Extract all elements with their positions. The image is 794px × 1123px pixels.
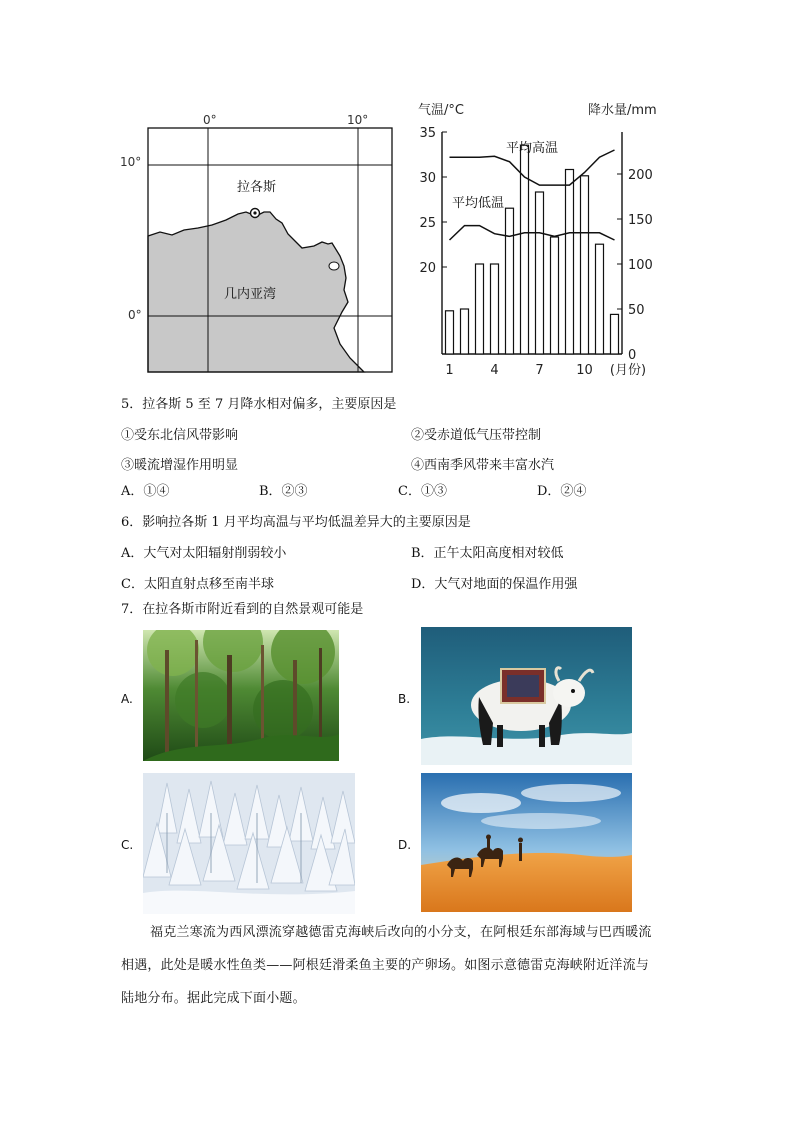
lon-label-0: 0° — [203, 113, 217, 127]
q7-label-c[interactable]: C. — [121, 838, 134, 852]
q6-choice-a[interactable]: A．大气对太阳辐射削弱较小 — [121, 546, 287, 561]
right-axis-title: 降水量/mm — [588, 103, 657, 118]
q6-choice-b[interactable]: B．正午太阳高度相对较低 — [411, 546, 564, 561]
q7-stem: 7．在拉各斯市附近看到的自然景观可能是 — [121, 602, 364, 617]
high-temp-label: 平均高温 — [506, 141, 559, 156]
climate-chart — [410, 92, 680, 387]
q5-item-1: ①受东北信风带影响 — [121, 428, 239, 443]
low-temp-line — [450, 226, 615, 240]
precipitation-bar — [491, 264, 499, 354]
precipitation-bar — [446, 311, 454, 354]
q5-item-2: ②受赤道低气压带控制 — [411, 428, 542, 443]
q5-choice-a[interactable]: A．①④ — [121, 484, 170, 499]
right-tick-label: 0 — [628, 348, 637, 363]
q5-choice-d[interactable]: D．②④ — [537, 484, 587, 499]
lagos-map — [120, 108, 410, 378]
right-tick-label: 100 — [628, 258, 653, 273]
precipitation-bar — [476, 264, 484, 354]
q7-label-a[interactable]: A. — [121, 692, 133, 706]
left-tick-label: 30 — [419, 171, 436, 186]
q7-label-b[interactable]: B. — [398, 692, 411, 706]
lat-label-10: 10° — [120, 155, 142, 169]
precipitation-bar — [536, 192, 544, 354]
city-label: 拉各斯 — [237, 180, 277, 195]
q7-label-d[interactable]: D. — [398, 838, 412, 852]
passage-line-3: 陆地分布。据此完成下面小题。 — [121, 991, 306, 1006]
photo-rainforest[interactable] — [143, 630, 339, 761]
precipitation-bar — [506, 208, 514, 354]
left-tick-label: 25 — [419, 216, 436, 231]
q5-item-3: ③暖流增湿作用明显 — [121, 458, 239, 473]
left-tick-label: 20 — [419, 261, 436, 276]
q6-choice-c[interactable]: C．太阳直射点移至南半球 — [121, 577, 274, 592]
right-tick-label: 50 — [628, 303, 645, 318]
precipitation-bar — [596, 244, 604, 354]
x-unit-label: (月份) — [609, 363, 647, 378]
right-tick-label: 200 — [628, 168, 653, 183]
passage-line-1: 福克兰寒流为西风漂流穿越德雷克海峡后改向的小分支，在阿根廷东部海域与巴西暖流 — [150, 925, 652, 940]
gulf-label: 几内亚湾 — [224, 287, 277, 302]
q6-choice-d[interactable]: D．大气对地面的保温作用强 — [411, 577, 578, 592]
x-tick-label: 7 — [535, 363, 544, 378]
precipitation-bar — [581, 176, 589, 354]
precipitation-bar — [551, 237, 559, 354]
q5-choice-b[interactable]: B．②③ — [259, 484, 308, 499]
q6-stem: 6．影响拉各斯 1 月平均高温与平均低温差异大的主要原因是 — [121, 515, 471, 530]
q5-stem: 5．拉各斯 5 至 7 月降水相对偏多，主要原因是 — [121, 397, 397, 412]
lat-label-0: 0° — [128, 308, 142, 322]
q5-item-4: ④西南季风带来丰富水汽 — [411, 458, 555, 473]
lon-label-10: 10° — [347, 113, 369, 127]
left-tick-label: 35 — [419, 126, 436, 141]
q5-choice-c[interactable]: C．①③ — [398, 484, 447, 499]
x-tick-label: 4 — [490, 363, 499, 378]
x-tick-label: 1 — [445, 363, 454, 378]
precipitation-bar — [611, 314, 619, 354]
photo-yak[interactable] — [421, 627, 632, 765]
precipitation-bar — [461, 309, 469, 354]
photo-snow-forest[interactable] — [143, 773, 355, 914]
photo-desert[interactable] — [421, 773, 632, 912]
x-tick-label: 10 — [576, 363, 593, 378]
low-temp-label: 平均低温 — [452, 196, 505, 211]
precipitation-bar — [566, 170, 574, 355]
passage-line-2: 相遇，此处是暖水性鱼类——阿根廷滑柔鱼主要的产卵场。如图示意德雷克海峡附近洋流与 — [121, 958, 650, 973]
right-tick-label: 150 — [628, 213, 653, 228]
left-axis-title: 气温/°C — [418, 103, 464, 118]
